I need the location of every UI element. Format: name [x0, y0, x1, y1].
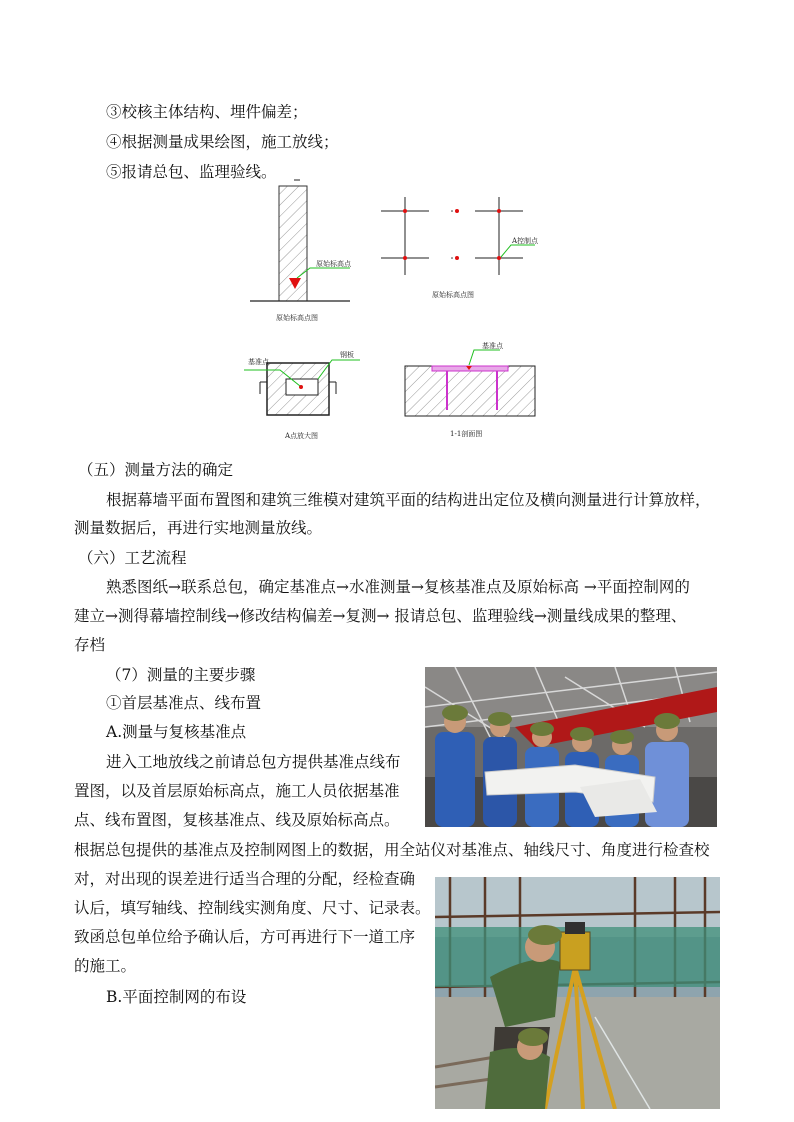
section7-p7: 致函总包单位给予确认后，方可再进行下一道工序 — [74, 928, 416, 946]
figure-a-point-detail — [240, 348, 360, 443]
figure-section-1-1 — [400, 340, 545, 440]
fig2-caption: 原始标高点图 — [432, 291, 474, 299]
fig3-label-right: 钢板 — [340, 351, 354, 359]
step-3: ③校核主体结构、埋件偏差； — [106, 103, 308, 121]
section7-p8: 的施工。 — [74, 957, 137, 975]
section5-line2: 测量数据后，再进行实地测量放线。 — [74, 519, 323, 537]
section7-p6: 认后，填写轴线、控制线实测角度、尺寸、记录表。 — [74, 899, 431, 917]
section7-p2: 置图，以及首层原始标高点，施工人员依据基准 — [74, 782, 400, 800]
fig1-caption: 原始标高点图 — [276, 314, 318, 322]
fig3-caption: A点放大图 — [285, 432, 319, 440]
fig4-callout: 基准点 — [482, 342, 503, 350]
section7-heading: （7）测量的主要步骤 — [106, 666, 256, 684]
section6-heading: （六）工艺流程 — [78, 549, 187, 567]
section5-heading: （五）测量方法的确定 — [78, 461, 234, 479]
section7-p1: 进入工地放线之前请总包方提供基准点线布 — [106, 753, 401, 771]
photo-surveyor-total-station — [435, 877, 720, 1109]
figure-control-points — [375, 195, 545, 305]
fig2-callout: A控制点 — [512, 237, 539, 245]
section7-p3: 点、线布置图，复核基准点、线及原始标高点。 — [74, 811, 400, 829]
fig4-caption: 1-1剖面图 — [450, 430, 483, 438]
fig1-callout: 原始标高点 — [316, 260, 351, 268]
section7-subA: A.测量与复核基准点 — [106, 723, 247, 741]
photo-workers-reviewing-drawings — [425, 667, 717, 827]
section7-sub1: ①首层基准点、线布置 — [106, 694, 262, 712]
fig3-label-left: 基准点 — [248, 358, 269, 366]
section6-line2: 建立→测得幕墙控制线→修改结构偏差→复测→ 报请总包、监理验线→测量线成果的整理、 — [74, 607, 687, 625]
section7-subB: B.平面控制网的布设 — [106, 988, 247, 1006]
section6-line3: 存档 — [74, 636, 106, 654]
section7-p5: 对，对出现的误差进行适当合理的分配，经检查确 — [74, 870, 416, 888]
figure-elevation-section — [250, 178, 360, 328]
section5-line1: 根据幕墙平面布置图和建筑三维模对建筑平面的结构进出定位及横向测量进行计算放样， — [106, 491, 711, 509]
step-4: ④根据测量成果绘图，施工放线； — [106, 133, 339, 151]
section7-p4: 根据总包提供的基准点及控制网图上的数据，用全站仪对基准点、轴线尺寸、角度进行检查校 — [74, 841, 710, 859]
step-5: ⑤报请总包、监理验线。 — [106, 163, 277, 181]
section6-line1: 熟悉图纸→联系总包，确定基准点→水准测量→复核基准点及原始标高 →平面控制网的 — [106, 578, 690, 596]
